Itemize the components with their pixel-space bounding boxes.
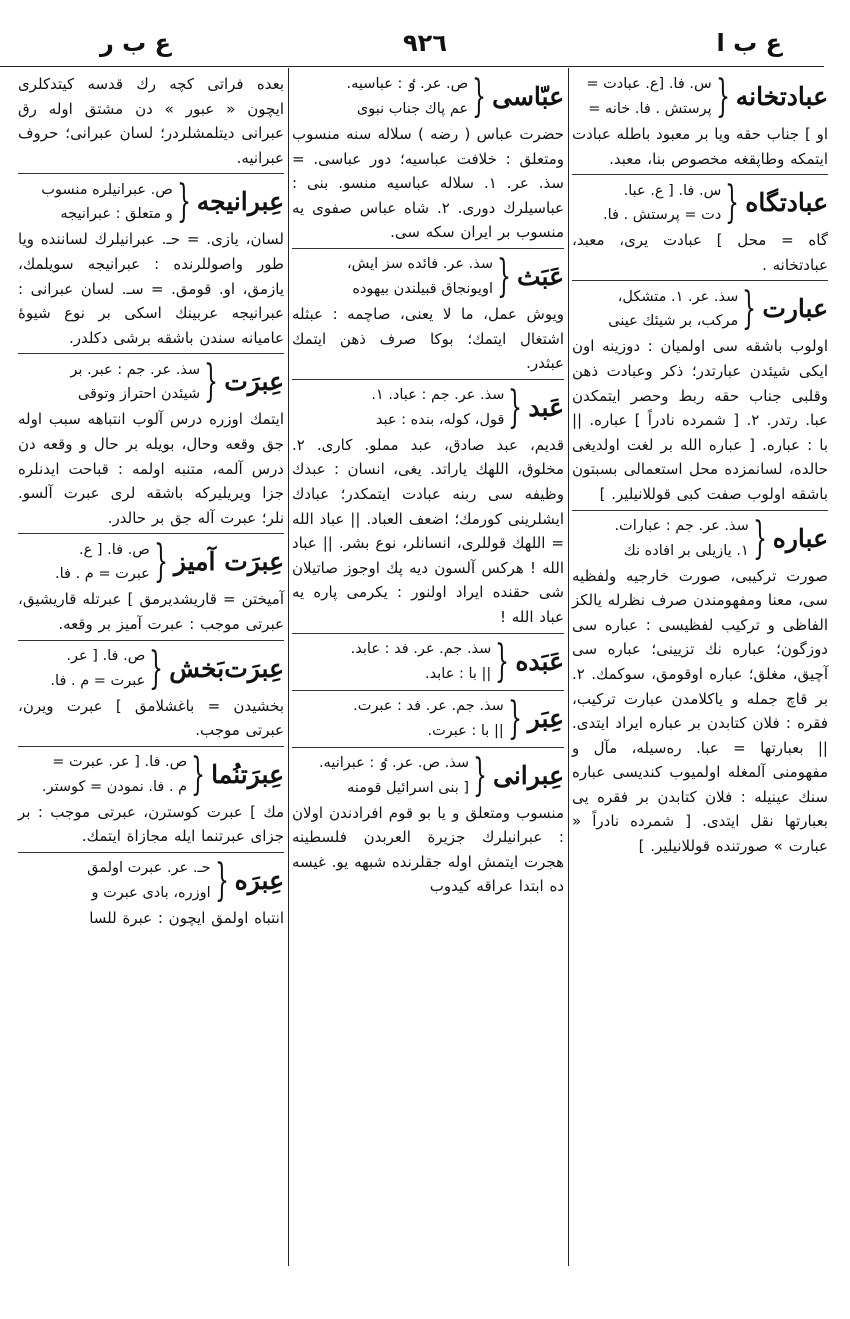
dictionary-entry — [18, 533, 284, 636]
dictionary-entry — [292, 633, 564, 687]
definition-line: اوزره، بادى عبرت و — [91, 884, 211, 901]
headword: عِبرَت‌بَخش — [169, 653, 284, 683]
entry-head — [18, 537, 284, 587]
definition-body: اولوب باشقه سى اولمیان : دوزينه اون ايكى شيئدن عبارتدر؛ ذكر وعبادت ذهن وقلبى جناب حقه ربط وحصر ايتمكدن عبا. رتدر. ٢. [ شمرده نادراً ] عباره. || با : عباره. [ عباره الله بر لغت اولديغى حالده، لسانمزده محل استعمالى بسبتون باشقه اولوب صفت كبى قوللانيلير. ] — [572, 337, 829, 503]
definition-line: حـ. عر. عبرت اولمق — [87, 860, 211, 877]
entry-head — [18, 750, 284, 800]
definition-line: سذ. عر. فائده سز ايش، — [346, 256, 493, 273]
entry-head — [572, 178, 828, 228]
dictionary-entry — [572, 72, 828, 171]
headword: عبادتگاه — [745, 188, 828, 218]
definition-head — [18, 178, 173, 227]
definition-line: سذ. عر. جم : عبر. بر — [70, 361, 201, 378]
definition-line: سذ. عر. ١. متشكل، — [617, 288, 739, 305]
definition-body: بخشيدن = باغشلامق ] عبرت ويرن، عبرتى موجب. — [18, 696, 284, 740]
definition-line: سذ. جم. عر. فد : عابد. — [350, 640, 492, 657]
definition-line: قول، كوله، بنده : عبد — [375, 411, 505, 428]
dictionary-entry — [18, 746, 284, 849]
headword: عَبَث — [516, 261, 564, 291]
definition-line: || با : عابد. — [425, 665, 492, 682]
entry-head — [18, 856, 284, 906]
brace-glyph: { — [495, 635, 510, 687]
column-middle — [292, 72, 564, 899]
brace-glyph: { — [472, 71, 487, 122]
definition-line: سذ. عر. جم : عباد. ١. — [371, 387, 505, 404]
dictionary-entry — [292, 747, 564, 899]
definition-line: سذ. ص. عر. ٶ : عبرانيه. — [318, 754, 469, 771]
definition-line: م . فا. نمودن = كوستر. — [41, 778, 188, 795]
page-number: ٩٢٦ — [403, 29, 447, 57]
dictionary-entry — [18, 852, 284, 931]
definition-head — [18, 538, 150, 587]
dictionary-entry — [292, 379, 564, 630]
brace-glyph: { — [204, 356, 219, 408]
definition-head — [292, 637, 491, 686]
definition-head — [18, 644, 145, 693]
definition-body: صورت تركيبى، صورت خارجيه ولفظيه سى، معنا ومفهومندن صرف نظرله يالكز الفاظى و تركيب لفظيسى : عباره سى دوزگون؛ عباره نك تزيينى؛ عباره سى آچيق، مغلق؛ عباره اوقومق، سوكمك. ٢. بر قاچ جمله و ياكلامدن عبارت تركيب، فقره : فلان كتابدن بر عباره ايراد ايتدى. || بعبارتها = عبا. رەسيله، مآل و مفهومنى آلمغله اولميوب كنديسى عباره سنك عينيله : فلان كتابدن بر فقره يى بعبارتها نقل ايتدى. [ شمرده نادراً « عبارت » صورتنده قوللانيلير. ] — [572, 566, 828, 856]
definition-head — [292, 72, 468, 121]
headword: عِبرَت — [224, 367, 284, 397]
entry-head — [292, 637, 564, 687]
definition-line: س. فا. [ع. عبادت = — [586, 76, 712, 93]
dictionary-entry — [572, 174, 828, 277]
definition-line: اويونجاق قبيلندن بيهوده — [352, 280, 493, 297]
headword: عبارت — [762, 294, 828, 324]
dictionary-entry — [18, 72, 284, 170]
definition-line: س. فا. [ ع. عبا. — [623, 182, 722, 199]
dictionary-entry — [572, 510, 828, 859]
headword: عِبَر — [527, 703, 564, 733]
definition-line: ص. فا. [ ع. — [78, 541, 150, 558]
headword: عَبَده — [515, 646, 564, 676]
definition-head — [292, 252, 493, 301]
definition-head — [572, 72, 712, 121]
definition-line: عم پاك جناب نبوى — [356, 101, 469, 117]
brace-glyph: { — [752, 512, 767, 564]
dictionary-entry — [292, 72, 564, 245]
definition-body: قديم، عبد صادق، عبد مملو. كارى. ٢. مخلوق، اللهك ياراتد. يغى، انسان : عبدك وظيفه سى ربنه عبادت ايتمكدر؛ عبادك ايشلرينى كورمك؛ اضعف العباد. || عباد الله = اللهك قوللرى، انسانلر، نوع بشر. || عباد الله ! هركس آلسون ديه پك اوجوز صاتيلان شى حقنده ايراد اولنور : يكرمى پاره يه عباد الله ! — [292, 435, 564, 626]
entry-head — [292, 694, 564, 744]
dictionary-entry — [292, 248, 564, 376]
entry-head — [18, 177, 284, 227]
headword: عِبرانى — [493, 760, 564, 790]
headword: عبادتخانه — [735, 82, 828, 111]
definition-line: ص. عبرانيلره منسوب — [41, 181, 173, 198]
definition-head — [572, 179, 721, 228]
definition-line: ص. عر. ٶ : عباسيه. — [346, 76, 469, 93]
dictionary-entry — [572, 280, 828, 506]
dictionary-entry — [18, 353, 284, 530]
definition-head — [292, 383, 504, 432]
definition-line: ١. يازيلى بر افاده نك — [623, 542, 749, 559]
brace-glyph: { — [153, 536, 168, 588]
definition-line: و متعلق : عبرانيجه — [60, 206, 173, 223]
brace-glyph: { — [508, 381, 523, 433]
headword: عِبرَت آميز — [173, 547, 284, 577]
headword: عَبد — [528, 392, 564, 422]
definition-head — [572, 514, 749, 563]
header-rule — [0, 66, 824, 67]
definition-head — [572, 285, 738, 334]
entry-head — [572, 72, 828, 122]
entry-head — [292, 383, 564, 433]
headword: عِبرانيجه — [196, 187, 284, 217]
definition-line: ص. فا. [ عر. — [66, 647, 146, 664]
definition-line: مركب، بر شيئك عينى — [608, 313, 739, 330]
definition-head — [18, 856, 211, 905]
headword: عِبرَتنُما — [211, 759, 284, 789]
brace-glyph: { — [742, 283, 757, 335]
definition-line: سذ. عر. جم : عبارات. — [614, 517, 749, 534]
definition-body: ويوش عمل، ما لا يعنى، صاچمه : عبثله اشتغال ايتمك؛ بوكا صرف ذهن ايتمك عبثدر. — [292, 304, 564, 373]
dictionary-entry — [18, 173, 284, 350]
entry-head — [292, 751, 564, 801]
headword: عبّاسى — [492, 82, 564, 111]
definition-body: او ] جناب حقه ویا بر معبود باطله عبادت ايتمكه وطاپقغه مخصوص بنا، معبد. — [571, 125, 828, 168]
column-left — [18, 72, 284, 930]
definition-line: شيئدن احتراز وتوقى — [77, 386, 201, 403]
definition-line: عبرت = م . فا. — [50, 672, 146, 689]
brace-glyph: { — [507, 692, 522, 744]
definition-head — [18, 750, 187, 799]
running-head-right: ع ب ا — [716, 29, 782, 57]
definition-line: پرستش . فا. خانه = — [588, 101, 712, 117]
brace-glyph: { — [715, 71, 730, 122]
definition-line: ص. فا. [ عر. عبرت = — [52, 754, 188, 771]
entry-head — [292, 252, 564, 302]
definition-body: ايتمك اوزره درس آلوب انتباهه سبب اوله جق وقعه وحال، بويله بر حال و وقعه دن درس آلمه، متنبه اولمه : قباحت ايدنلره جزا ويريليركه باشقه لرى عبرت آلسو. نلر؛ عبرت آله جق بر حالدر. — [18, 410, 284, 527]
brace-glyph: { — [496, 250, 511, 302]
definition-head — [18, 358, 200, 407]
definition-line: || با : عبرت. — [427, 722, 504, 739]
entry-head — [572, 514, 828, 564]
column-right — [572, 72, 828, 859]
definition-head — [292, 694, 504, 743]
definition-body: حضرت عباس ( رضه ) سلاله سنه منسوب ومتعلق : خلافت عباسيه؛ دور عباسى. = سذ. عر. ١. سلاله عباسيه منسو. بنى : عباسيلرك دورى. ٢. شاه عباس صفوى يه منسوب بر ايران سكه سى. — [292, 125, 564, 242]
definition-head — [292, 751, 469, 800]
headword: عِبرَه — [234, 865, 284, 895]
definition-body: لسان، يازى. = حـ. عبرانيلرك لساننده ويا طور واصوللرنده : عبرانيجه سويلمك، يازمق، او. قومق. = سـ. لسان عبرانى : عبرانيجه عربينك اسكى بر نوع شيوۀ عاميانه سندن باشقه برشى دكلدر. — [18, 230, 284, 347]
entry-head — [572, 284, 828, 334]
definition-body: انتباه اولمق ايچون : عبرة للسا — [89, 908, 284, 927]
dictionary-entry — [292, 690, 564, 744]
definition-body: مك ] عبرت كوسترن، عبرتى موجب : بر جزاى عبرتنما ايله مجازاة ايتمك. — [18, 802, 284, 846]
definition-body: منسوب ومتعلق و يا بو قوم افرادندن اولان : عبرانيلرك جزيرة العربدن فلسطينه هجرت ايتمش اوله جقلرنده شبهه يو. غيسه ده ابتدا عراقه كيدوب — [292, 803, 564, 896]
definition-body: بعده فراتى كچه رك قدسه كيتدكلرى ايچون « عبور » دن مشتق اوله رق عبرانى ديتلمشلردر؛ لسان عبرانى؛ حروف عبرانيه. — [18, 75, 284, 167]
definition-body: گاه = محل ] عبادت يرى، معبد، عبادتخانه . — [572, 231, 828, 274]
brace-glyph: { — [725, 177, 740, 229]
brace-glyph: { — [149, 642, 164, 694]
column-divider — [568, 68, 569, 1266]
definition-line: سذ. جم. عر. فد : عبرت. — [353, 697, 504, 714]
brace-glyph: { — [191, 748, 206, 800]
entry-head — [18, 357, 284, 407]
running-head-left: ع ب ر — [100, 29, 172, 57]
column-divider — [288, 68, 289, 1266]
entry-head — [18, 644, 284, 694]
definition-line: [ بنى اسرائيل قومنه — [347, 779, 469, 796]
definition-line: عبرت = م . فا. — [55, 566, 150, 583]
entry-head — [292, 72, 564, 122]
brace-glyph: { — [473, 749, 487, 801]
brace-glyph: { — [176, 176, 191, 228]
dictionary-entry — [18, 640, 284, 743]
definition-body: آميختن = قاريشديرمق ] عبرتله قاريشيق، عبرتى موجب : عبرت آميز بر وقعه. — [18, 590, 284, 633]
headword: عباره — [772, 523, 828, 553]
definition-line: دت = پرستش . فا. — [602, 207, 722, 224]
brace-glyph: { — [214, 854, 229, 906]
